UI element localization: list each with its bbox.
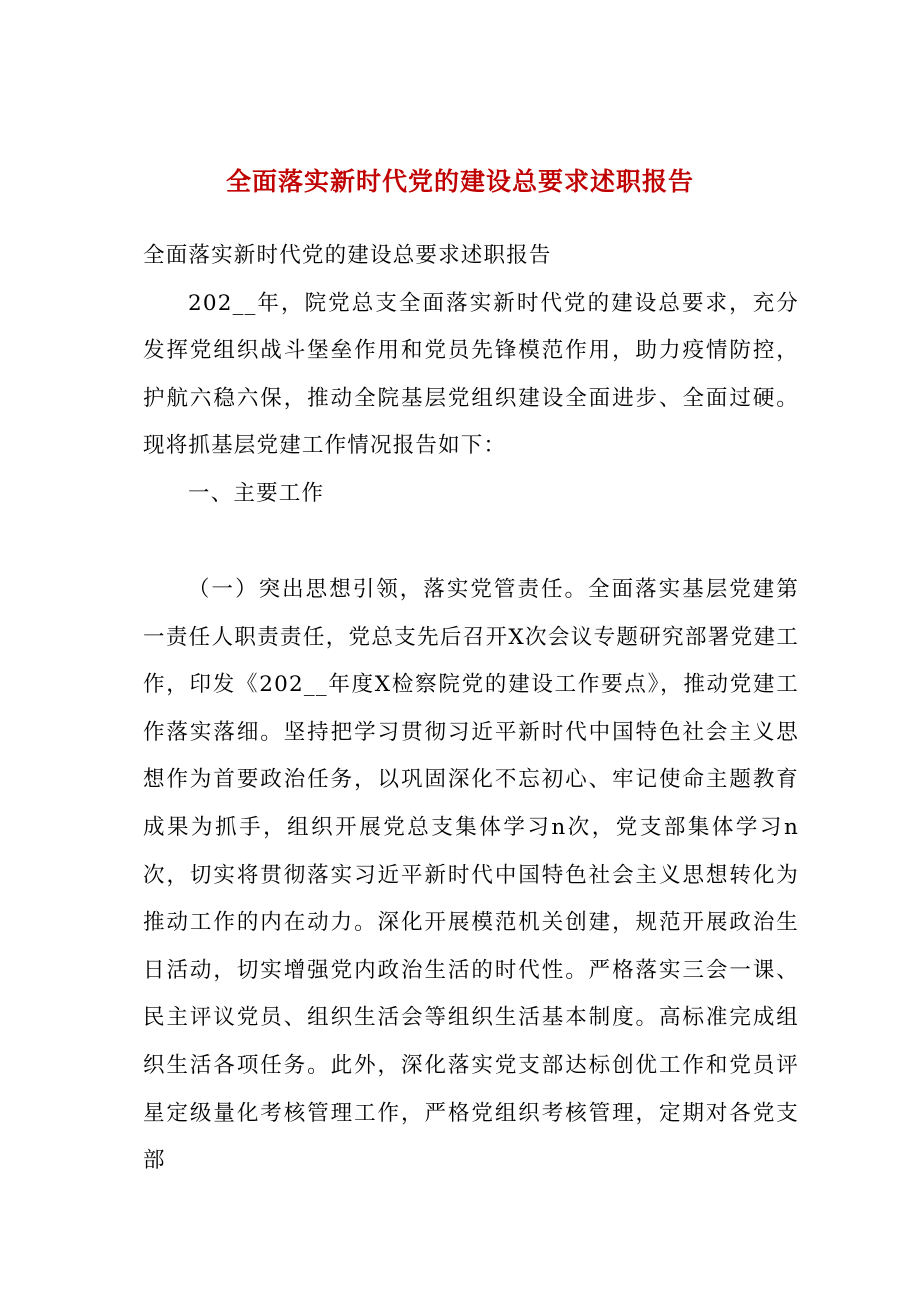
document-subtitle: 全面落实新时代党的建设总要求述职报告 [143,243,552,268]
section-heading: 一、主要工作 [188,480,325,506]
document-body-top [143,232,799,518]
document-title: 全面落实新时代党的建设总要求述职报告 [225,167,694,196]
body-paragraph: （一）突出思想引领，落实党管责任。全面落实基层党建第一责任人职责责任，党总支先后召开X次会议专题研究部署党建工作，印发《202__年度X检察院党的建设工作要点》，推动党建工作落实落细。坚持把学习贯彻习近平新时代中国特色社会主义思想作为首要政治任务，以巩固深化不忘初心、牢记使命主题教育成果为抓手，组织开展党总支集体学习n次，党支部集体学习n次，切实将贯彻落实习近平新时代中国特色社会主义思想转化为推动工作的内在动力。深化开展模范机关创建，规范开展政治生日活动，切实增强党内政治生活的时代性。严格落实三会一课、民主评议党员、组织生活会等组织生活基本制度。高标准完成组织生活各项任务。此外，深化落实党支部达标创优工作和党员评星定级量化考核管理工作，严格党组织考核管理，定期对各党支部 [143,577,799,1174]
document-body-main [143,566,799,1185]
intro-paragraph: 202__年，院党总支全面落实新时代党的建设总要求，充分发挥党组织战斗堡垒作用和党员先锋模范作用，助力疫情防控，护航六稳六保，推动全院基层党组织建设全面进步、全面过硬。现将抓基层党建工作情况报告如下： [143,290,799,459]
